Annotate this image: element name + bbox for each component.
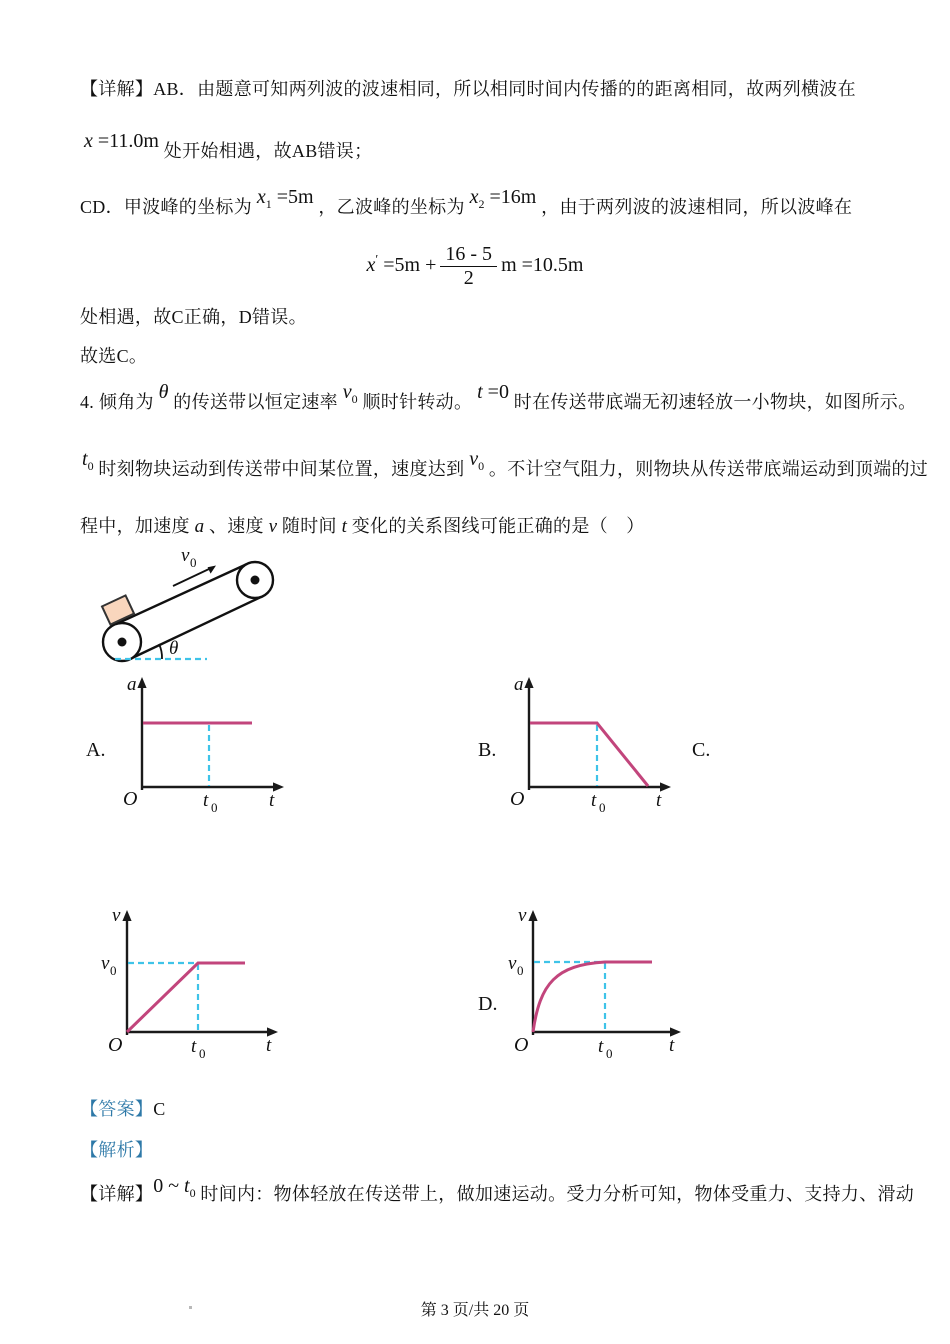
t0-label: t — [203, 790, 209, 811]
fraction: $\frac{16 - 5}{2}$ — [440, 243, 497, 289]
t0-label: t — [591, 790, 597, 811]
axis-label-a: a — [514, 674, 524, 695]
t0-label-sub: 0 — [606, 1046, 613, 1061]
v0-label: v — [101, 953, 110, 974]
graph-option-d — [508, 903, 693, 1068]
axis-label-t: t — [669, 1035, 675, 1056]
page-footer — [0, 1297, 950, 1320]
x-axis-arrow — [273, 782, 284, 791]
t0-label-sub: 0 — [199, 1046, 206, 1061]
axis-label-a: a — [127, 674, 137, 695]
angle-arc — [159, 644, 162, 659]
lower-pulley-axle — [118, 638, 127, 647]
detail-row-q4: 【详解】0 ~ $t_0$ 时间内：物体轻放在传送带上，做加速运动。受力分析可知，物体受重力、支持力、滑动 — [80, 1175, 915, 1204]
conveyor-belt-figure — [85, 545, 315, 673]
origin-label: O — [123, 788, 138, 810]
detail-x-meet-text: 处开始相遇，故AB错误； — [163, 141, 373, 161]
t0-label-sub: 0 — [599, 800, 606, 815]
t0-label: t — [598, 1036, 604, 1057]
inline-math-x1: $x_1 =5m$ — [256, 186, 314, 211]
question4-line1: 4. 倾角为 θ 的传送带以恒定速率 $v_0$ 顺时针转动。 t =0 时在传送带底端无初速轻放一小物块，如图所示。 — [80, 381, 917, 412]
question4-line3: 程中，加速度 a 、速度 v 随时间 t 变化的关系图线可能正确的是（ ） — [80, 516, 645, 537]
page-number: 第 3 页/共 20 页 — [420, 1302, 530, 1319]
option-letter-a: A. — [86, 739, 106, 761]
y-axis-arrow — [122, 910, 131, 921]
graph-option-b — [505, 672, 680, 817]
analysis-label: 【解析】 — [80, 1140, 154, 1160]
v0-label-sub: 0 — [517, 963, 524, 978]
inline-math-t0eq: t =0 — [477, 381, 509, 403]
detail-paragraph-choice: 故选C。 — [80, 346, 148, 366]
belt-bottom-edge — [130, 596, 263, 659]
t0-label: t — [191, 1036, 197, 1057]
inline-math-v0: $v_0$ — [342, 381, 358, 406]
answer-label: 【答案】 — [80, 1099, 154, 1119]
axis-label-v: v — [518, 905, 527, 926]
velocity-curve — [533, 962, 652, 1032]
detail-paragraph-conclusion: 处相遇，故C正确，D错误。 — [80, 307, 307, 327]
answer-value: C — [153, 1099, 166, 1119]
analysis-row — [80, 1139, 153, 1162]
detail-paragraph-cd: CD．甲波峰的坐标为 $x_1 =5m$ ，乙波峰的坐标为 $x_2 =16m$ ，由于两列波的波速相同，所以波峰在 — [80, 186, 853, 217]
option-letter-d: D. — [478, 993, 498, 1015]
graph-option-c — [100, 903, 285, 1068]
stray-mark — [189, 1306, 192, 1309]
y-axis-arrow — [137, 677, 146, 688]
axis-label-t: t — [656, 790, 662, 811]
question4-line2: $t_0$ 时刻物块运动到传送带中间某位置，速度达到 $v_0$ 。不计空气阻力，则物块从传送带底端运动到顶端的过 — [82, 448, 929, 479]
var-v: v — [268, 516, 278, 537]
belt-velocity-arrowhead — [208, 566, 216, 574]
graph-option-a — [120, 672, 290, 817]
belt-top-edge — [114, 564, 247, 625]
angle-theta-label: θ — [169, 638, 179, 659]
velocity-curve — [127, 963, 245, 1032]
origin-label: O — [108, 1034, 123, 1056]
inline-math-range: 0 ~ $t_0$ — [153, 1175, 196, 1200]
axis-label-v: v — [112, 905, 121, 926]
y-axis-arrow — [524, 677, 533, 688]
var-t: t — [341, 516, 347, 537]
inline-math-t0: $t_0$ — [82, 448, 94, 473]
axis-label-t: t — [266, 1035, 272, 1056]
acceleration-curve — [530, 723, 648, 786]
block-on-belt — [102, 595, 134, 624]
centered-formula: x′ =5m + $\frac{16 - 5}{2}$ m =10.5m — [366, 243, 584, 289]
t0-label-sub: 0 — [211, 800, 218, 815]
answer-row — [80, 1098, 166, 1121]
inline-math-x2: $x_2 =16m$ — [469, 186, 537, 211]
inline-math-x-meet: x =11.0m — [84, 130, 159, 152]
inline-math-v0-2: $v_0$ — [469, 448, 485, 473]
option-letter-c: C. — [692, 739, 711, 761]
belt-v0-label: v — [181, 545, 190, 566]
var-a: a — [194, 516, 205, 537]
option-letter-b: B. — [478, 739, 497, 761]
detail-paragraph-x-meet — [84, 130, 373, 163]
y-axis-arrow — [528, 910, 537, 921]
origin-label: O — [510, 788, 525, 810]
axis-label-t: t — [269, 790, 275, 811]
origin-label: O — [514, 1034, 529, 1056]
x-axis-arrow — [660, 782, 671, 791]
upper-pulley-axle — [251, 576, 260, 585]
inline-math-theta: θ — [158, 381, 169, 403]
v0-label-sub: 0 — [110, 963, 117, 978]
v0-label: v — [508, 953, 517, 974]
detail-label: 【详解】 — [80, 1184, 154, 1204]
detail-ab-text: 【详解】AB．由题意可知两列波的波速相同，所以相同时间内传播的的距离相同，故两列横波在 — [80, 79, 856, 99]
detail-paragraph-ab — [80, 78, 856, 101]
belt-v0-sub: 0 — [190, 555, 197, 570]
